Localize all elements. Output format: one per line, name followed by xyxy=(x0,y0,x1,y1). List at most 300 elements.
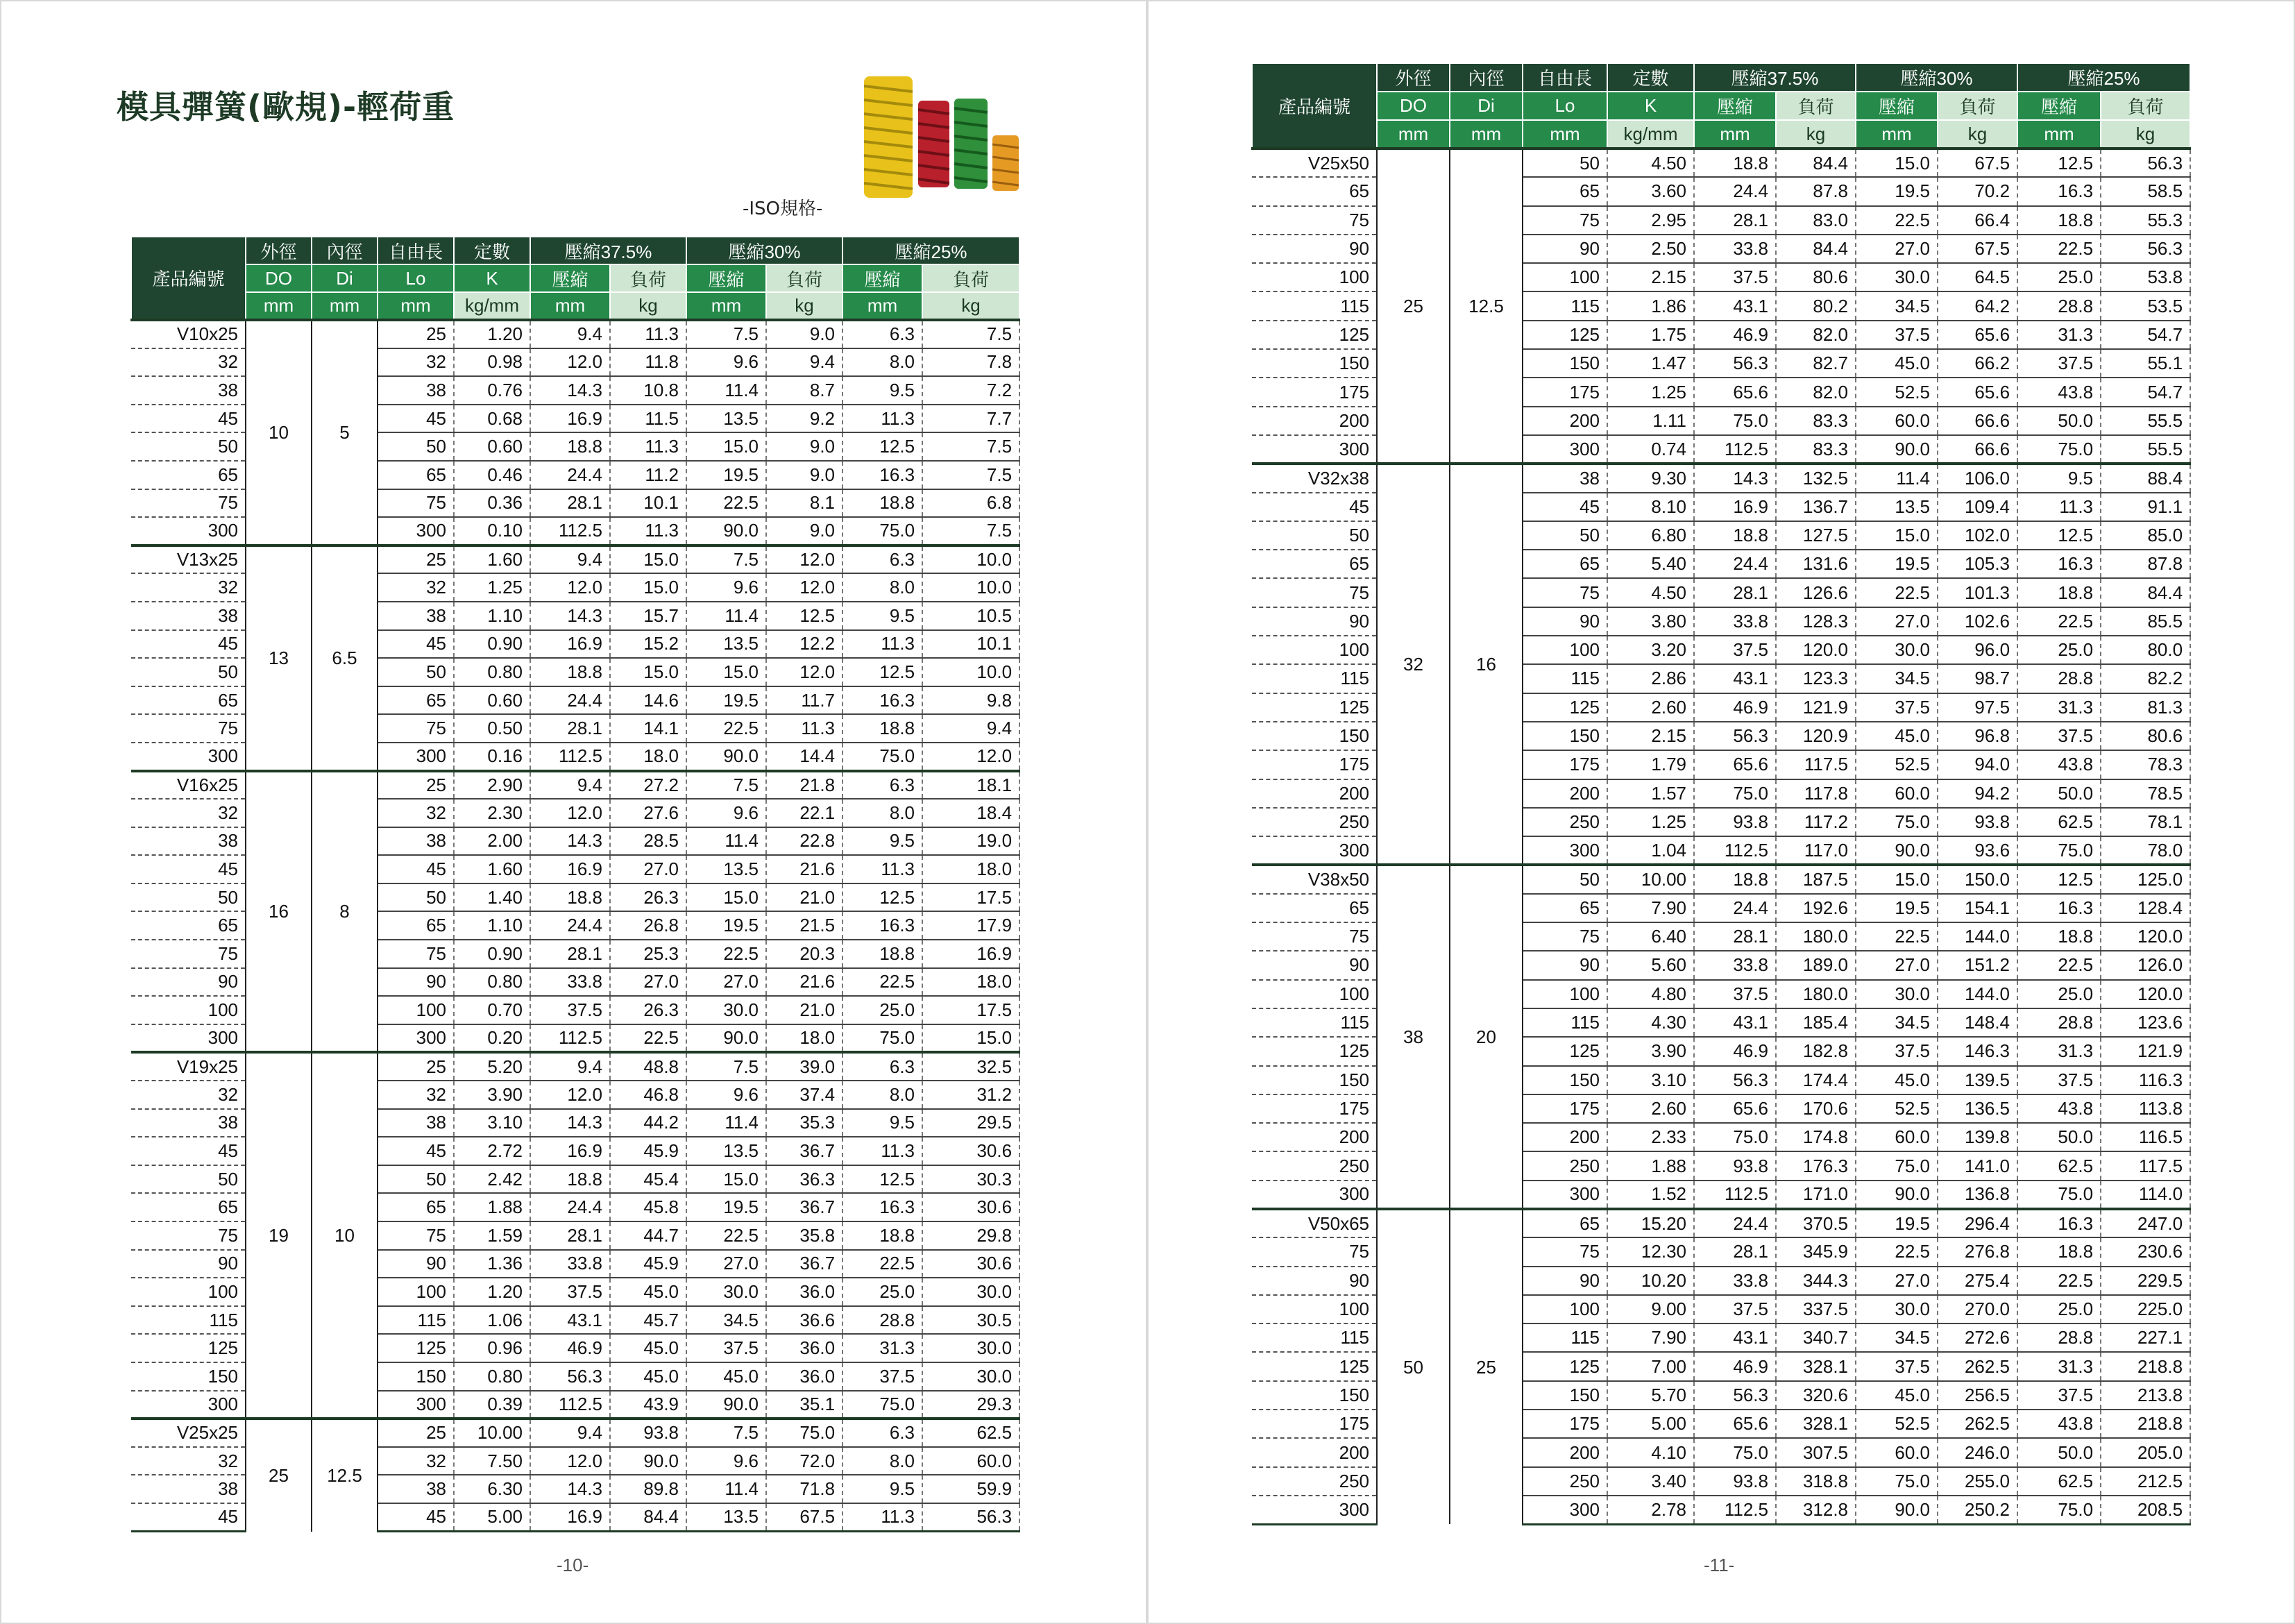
free-length-cell: 65 xyxy=(378,686,454,715)
load-25-cell: 30.5 xyxy=(922,1306,1019,1335)
free-length-cell: 300 xyxy=(378,1024,454,1053)
load-25-cell: 30.6 xyxy=(922,1193,1019,1221)
compress-25-cell: 22.5 xyxy=(2017,607,2101,636)
load-30-cell: 105.3 xyxy=(1938,550,2017,578)
compress-37-5-cell: 37.5 xyxy=(1694,263,1776,291)
compress-30-cell: 27.0 xyxy=(1856,1267,1938,1295)
compress-30-cell: 11.4 xyxy=(1856,464,1938,492)
load-25-cell: 59.9 xyxy=(922,1475,1019,1503)
load-25-cell: 85.5 xyxy=(2101,607,2190,636)
product-code-cell: 100 xyxy=(131,1278,246,1306)
compress-30-cell: 27.0 xyxy=(686,968,766,997)
compress-30-cell: 60.0 xyxy=(1856,407,1938,435)
free-length-cell: 50 xyxy=(1523,521,1607,550)
constant-cell: 2.15 xyxy=(1607,722,1694,750)
load-30-cell: 255.0 xyxy=(1938,1467,2017,1496)
constant-cell: 9.00 xyxy=(1607,1295,1694,1323)
compress-30-cell: 19.5 xyxy=(686,686,766,715)
product-code-cell: 45 xyxy=(131,630,246,659)
header-compress: 壓縮 xyxy=(2017,92,2101,120)
compress-25-cell: 8.0 xyxy=(842,1081,922,1109)
load-37-5-cell: 120.9 xyxy=(1776,722,1856,750)
free-length-cell: 75 xyxy=(1523,1237,1607,1266)
load-30-cell: 35.3 xyxy=(766,1109,842,1137)
compress-30-cell: 22.5 xyxy=(1856,206,1938,235)
load-37-5-cell: 312.8 xyxy=(1776,1496,1856,1524)
load-25-cell: 7.7 xyxy=(922,405,1019,433)
load-37-5-cell: 83.3 xyxy=(1776,435,1856,464)
compress-25-cell: 16.3 xyxy=(842,686,922,715)
header-group-compress-25: 壓縮25% xyxy=(2017,63,2190,92)
constant-cell: 1.79 xyxy=(1607,750,1694,779)
load-37-5-cell: 345.9 xyxy=(1776,1237,1856,1266)
product-code-cell: 250 xyxy=(1252,1151,1377,1180)
load-25-cell: 19.0 xyxy=(922,827,1019,856)
constant-cell: 0.10 xyxy=(454,517,530,545)
free-length-cell: 300 xyxy=(1523,1496,1607,1524)
compress-25-cell: 31.3 xyxy=(2017,1352,2101,1380)
load-25-cell: 78.3 xyxy=(2101,750,2190,779)
compress-37-5-cell: 12.0 xyxy=(530,799,610,827)
load-37-5-cell: 126.6 xyxy=(1776,578,1856,607)
load-37-5-cell: 27.0 xyxy=(610,968,686,997)
product-code-cell: 300 xyxy=(1252,435,1377,464)
compress-30-cell: 15.0 xyxy=(686,658,766,686)
table-row xyxy=(131,1052,1019,1081)
compress-25-cell: 18.8 xyxy=(2017,1237,2101,1266)
product-code-cell: 75 xyxy=(1252,206,1377,235)
header-symbol-constant: K xyxy=(454,264,530,292)
product-code-cell: 100 xyxy=(1252,1295,1377,1323)
load-25-cell: 10.1 xyxy=(922,630,1019,659)
compress-37-5-cell: 56.3 xyxy=(530,1362,610,1391)
free-length-cell: 175 xyxy=(1523,378,1607,406)
free-length-cell: 150 xyxy=(1523,1066,1607,1094)
compress-37-5-cell: 43.1 xyxy=(1694,1323,1776,1352)
load-30-cell: 97.5 xyxy=(1938,693,2017,722)
load-25-cell: 113.8 xyxy=(2101,1094,2190,1123)
compress-30-cell: 13.5 xyxy=(686,630,766,659)
compress-30-cell: 90.0 xyxy=(686,743,766,771)
compress-25-cell: 50.0 xyxy=(2017,1438,2101,1466)
compress-25-cell: 9.5 xyxy=(842,827,922,856)
outer-diameter-cell: 13 xyxy=(246,545,312,771)
free-length-cell: 38 xyxy=(378,1475,454,1503)
load-30-cell: 96.8 xyxy=(1938,722,2017,750)
free-length-cell: 90 xyxy=(1523,951,1607,979)
load-37-5-cell: 45.9 xyxy=(610,1250,686,1278)
load-25-cell: 30.6 xyxy=(922,1137,1019,1165)
load-37-5-cell: 28.5 xyxy=(610,827,686,856)
free-length-cell: 90 xyxy=(1523,1267,1607,1295)
constant-cell: 7.90 xyxy=(1607,894,1694,922)
compress-37-5-cell: 28.1 xyxy=(530,714,610,743)
free-length-cell: 75 xyxy=(1523,206,1607,235)
compress-25-cell: 9.5 xyxy=(842,1475,922,1503)
load-30-cell: 93.8 xyxy=(1938,808,2017,836)
product-code-cell: 90 xyxy=(1252,235,1377,263)
free-length-cell: 75 xyxy=(378,940,454,968)
product-code-cell: V32x38 xyxy=(1252,464,1377,492)
load-30-cell: 96.0 xyxy=(1938,636,2017,664)
product-code-cell: V19x25 xyxy=(131,1052,246,1081)
load-25-cell: 30.3 xyxy=(922,1165,1019,1194)
header-unit: kg/mm xyxy=(1607,120,1694,149)
compress-25-cell: 16.3 xyxy=(2017,177,2101,205)
constant-cell: 1.20 xyxy=(454,1278,530,1306)
constant-cell: 0.50 xyxy=(454,714,530,743)
free-length-cell: 25 xyxy=(378,1419,454,1447)
spring-product-image xyxy=(850,69,1024,208)
free-length-cell: 45 xyxy=(378,405,454,433)
load-37-5-cell: 45.8 xyxy=(610,1193,686,1221)
compress-25-cell: 16.3 xyxy=(2017,1209,2101,1237)
product-code-cell: 75 xyxy=(1252,922,1377,951)
load-25-cell: 7.5 xyxy=(922,432,1019,461)
load-30-cell: 296.4 xyxy=(1938,1209,2017,1237)
constant-cell: 1.60 xyxy=(454,855,530,883)
header-unit-kg: kg xyxy=(1938,120,2017,149)
constant-cell: 1.59 xyxy=(454,1221,530,1250)
load-37-5-cell: 171.0 xyxy=(1776,1181,1856,1209)
product-code-cell: 75 xyxy=(131,714,246,743)
load-30-cell: 9.0 xyxy=(766,432,842,461)
free-length-cell: 250 xyxy=(1523,808,1607,836)
load-30-cell: 141.0 xyxy=(1938,1151,2017,1180)
header-symbol-od: DO xyxy=(1377,92,1450,120)
header-symbol-id: Di xyxy=(312,264,378,292)
compress-25-cell: 9.5 xyxy=(842,1109,922,1137)
compress-30-cell: 19.5 xyxy=(1856,550,1938,578)
constant-cell: 0.90 xyxy=(454,630,530,659)
compress-37-5-cell: 75.0 xyxy=(1694,407,1776,435)
compress-30-cell: 75.0 xyxy=(1856,1467,1938,1496)
compress-30-cell: 45.0 xyxy=(1856,349,1938,378)
compress-30-cell: 27.0 xyxy=(1856,235,1938,263)
free-length-cell: 250 xyxy=(1523,1151,1607,1180)
product-code-cell: 38 xyxy=(131,827,246,856)
load-30-cell: 36.7 xyxy=(766,1193,842,1221)
compress-37-5-cell: 18.8 xyxy=(1694,865,1776,893)
compress-25-cell: 12.5 xyxy=(842,1165,922,1194)
compress-37-5-cell: 112.5 xyxy=(530,1391,610,1419)
compress-30-cell: 9.6 xyxy=(686,799,766,827)
outer-diameter-cell: 38 xyxy=(1377,865,1450,1209)
compress-37-5-cell: 14.3 xyxy=(530,602,610,630)
load-37-5-cell: 328.1 xyxy=(1776,1410,1856,1438)
header-unit: kg/mm xyxy=(454,292,530,320)
compress-25-cell: 25.0 xyxy=(2017,980,2101,1008)
load-25-cell: 120.0 xyxy=(2101,980,2190,1008)
header-unit: mm xyxy=(246,292,312,320)
inner-diameter-cell: 16 xyxy=(1450,464,1523,865)
compress-25-cell: 16.3 xyxy=(2017,894,2101,922)
compress-25-cell: 37.5 xyxy=(2017,1381,2101,1410)
header-compress: 壓縮 xyxy=(1856,92,1938,120)
compress-25-cell: 6.3 xyxy=(842,320,922,348)
compress-25-cell: 18.8 xyxy=(842,714,922,743)
compress-37-5-cell: 18.8 xyxy=(1694,149,1776,177)
compress-30-cell: 13.5 xyxy=(686,1503,766,1532)
load-30-cell: 136.8 xyxy=(1938,1181,2017,1209)
load-30-cell: 154.1 xyxy=(1938,894,2017,922)
compress-25-cell: 11.3 xyxy=(842,405,922,433)
constant-cell: 1.57 xyxy=(1607,779,1694,808)
compress-37-5-cell: 14.3 xyxy=(530,1475,610,1503)
compress-25-cell: 16.3 xyxy=(2017,550,2101,578)
product-code-cell: 125 xyxy=(1252,1352,1377,1380)
constant-cell: 3.90 xyxy=(454,1081,530,1109)
constant-cell: 3.80 xyxy=(1607,607,1694,636)
compress-30-cell: 9.6 xyxy=(686,348,766,377)
load-25-cell: 230.6 xyxy=(2101,1237,2190,1266)
compress-30-cell: 75.0 xyxy=(1856,1151,1938,1180)
header-unit-kg: kg xyxy=(922,292,1019,320)
compress-30-cell: 11.4 xyxy=(686,1109,766,1137)
product-code-cell: 115 xyxy=(1252,291,1377,320)
load-25-cell: 120.0 xyxy=(2101,922,2190,951)
compress-30-cell: 45.0 xyxy=(686,1362,766,1391)
compress-30-cell: 9.6 xyxy=(686,1081,766,1109)
free-length-cell: 75 xyxy=(378,714,454,743)
load-25-cell: 12.0 xyxy=(922,743,1019,771)
compress-25-cell: 25.0 xyxy=(2017,1295,2101,1323)
load-37-5-cell: 45.0 xyxy=(610,1362,686,1391)
load-37-5-cell: 45.9 xyxy=(610,1137,686,1165)
compress-30-cell: 19.5 xyxy=(686,911,766,940)
compress-30-cell: 7.5 xyxy=(686,1419,766,1447)
load-30-cell: 21.5 xyxy=(766,911,842,940)
header-compress: 壓縮 xyxy=(530,264,610,292)
product-code-cell: 175 xyxy=(1252,1094,1377,1123)
constant-cell: 3.90 xyxy=(1607,1037,1694,1065)
compress-37-5-cell: 12.0 xyxy=(530,348,610,377)
header-load: 負荷 xyxy=(2101,92,2190,120)
product-code-cell: 300 xyxy=(1252,1496,1377,1524)
compress-30-cell: 22.5 xyxy=(686,489,766,518)
load-37-5-cell: 18.0 xyxy=(610,743,686,771)
free-length-cell: 45 xyxy=(1523,493,1607,521)
header-product-code: 產品編號 xyxy=(131,237,246,320)
load-25-cell: 208.5 xyxy=(2101,1496,2190,1524)
compress-37-5-cell: 112.5 xyxy=(1694,1181,1776,1209)
compress-30-cell: 19.5 xyxy=(1856,894,1938,922)
constant-cell: 5.20 xyxy=(454,1052,530,1081)
load-37-5-cell: 93.8 xyxy=(610,1419,686,1447)
compress-37-5-cell: 112.5 xyxy=(530,517,610,545)
constant-cell: 4.80 xyxy=(1607,980,1694,1008)
product-code-cell: 200 xyxy=(1252,407,1377,435)
free-length-cell: 125 xyxy=(1523,1352,1607,1380)
load-37-5-cell: 26.8 xyxy=(610,911,686,940)
compress-37-5-cell: 24.4 xyxy=(530,686,610,715)
free-length-cell: 50 xyxy=(378,883,454,912)
free-length-cell: 200 xyxy=(1523,407,1607,435)
load-37-5-cell: 45.4 xyxy=(610,1165,686,1194)
compress-25-cell: 8.0 xyxy=(842,1447,922,1475)
compress-25-cell: 28.8 xyxy=(2017,1008,2101,1037)
compress-30-cell: 60.0 xyxy=(1856,1123,1938,1151)
compress-37-5-cell: 37.5 xyxy=(530,996,610,1024)
product-code-cell: 38 xyxy=(131,1109,246,1137)
load-30-cell: 67.5 xyxy=(766,1503,842,1532)
compress-37-5-cell: 112.5 xyxy=(1694,836,1776,865)
load-25-cell: 10.0 xyxy=(922,573,1019,602)
constant-cell: 6.40 xyxy=(1607,922,1694,951)
header-unit: mm xyxy=(378,292,454,320)
constant-cell: 1.36 xyxy=(454,1250,530,1278)
load-30-cell: 66.2 xyxy=(1938,349,2017,378)
compress-30-cell: 30.0 xyxy=(686,996,766,1024)
load-25-cell: 123.6 xyxy=(2101,1008,2190,1037)
load-37-5-cell: 328.1 xyxy=(1776,1352,1856,1380)
free-length-cell: 115 xyxy=(1523,664,1607,693)
compress-37-5-cell: 28.1 xyxy=(530,1221,610,1250)
compress-25-cell: 6.3 xyxy=(842,1419,922,1447)
header-unit: mm xyxy=(1450,120,1523,149)
load-37-5-cell: 45.7 xyxy=(610,1306,686,1335)
load-30-cell: 9.0 xyxy=(766,461,842,489)
load-30-cell: 136.5 xyxy=(1938,1094,2017,1123)
compress-37-5-cell: 12.0 xyxy=(530,1081,610,1109)
load-37-5-cell: 117.2 xyxy=(1776,808,1856,836)
compress-37-5-cell: 16.9 xyxy=(530,405,610,433)
load-37-5-cell: 14.6 xyxy=(610,686,686,715)
load-37-5-cell: 136.7 xyxy=(1776,493,1856,521)
load-30-cell: 36.7 xyxy=(766,1137,842,1165)
compress-30-cell: 11.4 xyxy=(686,602,766,630)
constant-cell: 1.47 xyxy=(1607,349,1694,378)
load-30-cell: 102.6 xyxy=(1938,607,2017,636)
compress-25-cell: 9.5 xyxy=(842,602,922,630)
compress-30-cell: 13.5 xyxy=(686,855,766,883)
load-37-5-cell: 43.9 xyxy=(610,1391,686,1419)
constant-cell: 0.60 xyxy=(454,686,530,715)
table-row xyxy=(131,1419,1019,1447)
product-code-cell: V25x25 xyxy=(131,1419,246,1447)
free-length-cell: 38 xyxy=(378,827,454,856)
compress-30-cell: 15.0 xyxy=(686,1165,766,1194)
constant-cell: 1.60 xyxy=(454,545,530,574)
constant-cell: 0.76 xyxy=(454,376,530,405)
free-length-cell: 90 xyxy=(378,1250,454,1278)
constant-cell: 2.30 xyxy=(454,799,530,827)
product-code-cell: 75 xyxy=(1252,578,1377,607)
product-code-cell: 100 xyxy=(1252,636,1377,664)
load-37-5-cell: 121.9 xyxy=(1776,693,1856,722)
load-30-cell: 146.3 xyxy=(1938,1037,2017,1065)
load-30-cell: 272.6 xyxy=(1938,1323,2017,1352)
yellow-spring-icon xyxy=(864,76,913,198)
load-37-5-cell: 27.6 xyxy=(610,799,686,827)
load-37-5-cell: 128.3 xyxy=(1776,607,1856,636)
load-30-cell: 39.0 xyxy=(766,1052,842,1081)
compress-25-cell: 28.8 xyxy=(842,1306,922,1335)
load-37-5-cell: 117.5 xyxy=(1776,750,1856,779)
load-37-5-cell: 11.3 xyxy=(610,320,686,348)
free-length-cell: 100 xyxy=(1523,636,1607,664)
constant-cell: 1.10 xyxy=(454,911,530,940)
load-25-cell: 78.5 xyxy=(2101,779,2190,808)
right-spring-table xyxy=(1251,62,2191,1525)
compress-37-5-cell: 18.8 xyxy=(530,1165,610,1194)
compress-37-5-cell: 65.6 xyxy=(1694,378,1776,406)
compress-25-cell: 50.0 xyxy=(2017,779,2101,808)
compress-30-cell: 15.0 xyxy=(1856,865,1938,893)
load-37-5-cell: 26.3 xyxy=(610,996,686,1024)
free-length-cell: 50 xyxy=(378,432,454,461)
compress-30-cell: 22.5 xyxy=(1856,1237,1938,1266)
compress-37-5-cell: 12.0 xyxy=(530,1447,610,1475)
load-25-cell: 114.0 xyxy=(2101,1181,2190,1209)
compress-30-cell: 11.4 xyxy=(686,1475,766,1503)
header-symbol-free-length: Lo xyxy=(1523,92,1607,120)
compress-25-cell: 16.3 xyxy=(842,1193,922,1221)
product-code-cell: 65 xyxy=(1252,550,1377,578)
compress-25-cell: 37.5 xyxy=(2017,722,2101,750)
load-30-cell: 35.8 xyxy=(766,1221,842,1250)
compress-30-cell: 37.5 xyxy=(1856,321,1938,349)
load-25-cell: 18.1 xyxy=(922,771,1019,800)
load-37-5-cell: 11.2 xyxy=(610,461,686,489)
product-code-cell: 65 xyxy=(131,686,246,715)
load-30-cell: 9.4 xyxy=(766,348,842,377)
compress-37-5-cell: 65.6 xyxy=(1694,750,1776,779)
compress-37-5-cell: 37.5 xyxy=(1694,980,1776,1008)
load-37-5-cell: 185.4 xyxy=(1776,1008,1856,1037)
product-code-cell: 125 xyxy=(131,1334,246,1362)
load-30-cell: 75.0 xyxy=(766,1419,842,1447)
compress-25-cell: 62.5 xyxy=(2017,808,2101,836)
compress-37-5-cell: 14.3 xyxy=(1694,464,1776,492)
compress-30-cell: 7.5 xyxy=(686,320,766,348)
compress-37-5-cell: 18.8 xyxy=(530,658,610,686)
compress-37-5-cell: 93.8 xyxy=(1694,1467,1776,1496)
load-37-5-cell: 90.0 xyxy=(610,1447,686,1475)
free-length-cell: 125 xyxy=(1523,693,1607,722)
header-group-id: 內徑 xyxy=(1450,63,1523,92)
compress-30-cell: 34.5 xyxy=(686,1306,766,1335)
header-load: 負荷 xyxy=(1776,92,1856,120)
free-length-cell: 50 xyxy=(378,658,454,686)
header-unit: mm xyxy=(1377,120,1450,149)
free-length-cell: 50 xyxy=(1523,865,1607,893)
compress-30-cell: 22.5 xyxy=(1856,578,1938,607)
compress-25-cell: 75.0 xyxy=(2017,435,2101,464)
constant-cell: 4.10 xyxy=(1607,1438,1694,1466)
product-code-cell: 65 xyxy=(1252,894,1377,922)
header-unit-mm: mm xyxy=(1856,120,1938,149)
compress-30-cell: 34.5 xyxy=(1856,291,1938,320)
load-37-5-cell: 14.1 xyxy=(610,714,686,743)
compress-30-cell: 30.0 xyxy=(686,1278,766,1306)
load-30-cell: 70.2 xyxy=(1938,177,2017,205)
load-30-cell: 150.0 xyxy=(1938,865,2017,893)
load-37-5-cell: 25.3 xyxy=(610,940,686,968)
constant-cell: 0.80 xyxy=(454,1362,530,1391)
compress-37-5-cell: 46.9 xyxy=(1694,1037,1776,1065)
left-spring-table xyxy=(130,236,1020,1532)
header-group-od: 外徑 xyxy=(1377,63,1450,92)
compress-25-cell: 8.0 xyxy=(842,799,922,827)
header-group-compress-30: 壓縮30% xyxy=(1856,63,2017,92)
free-length-cell: 100 xyxy=(1523,1295,1607,1323)
compress-25-cell: 22.5 xyxy=(842,968,922,997)
header-group-free-length: 自由長 xyxy=(1523,63,1607,92)
load-25-cell: 17.9 xyxy=(922,911,1019,940)
product-code-cell: 32 xyxy=(131,799,246,827)
compress-30-cell: 22.5 xyxy=(1856,922,1938,951)
